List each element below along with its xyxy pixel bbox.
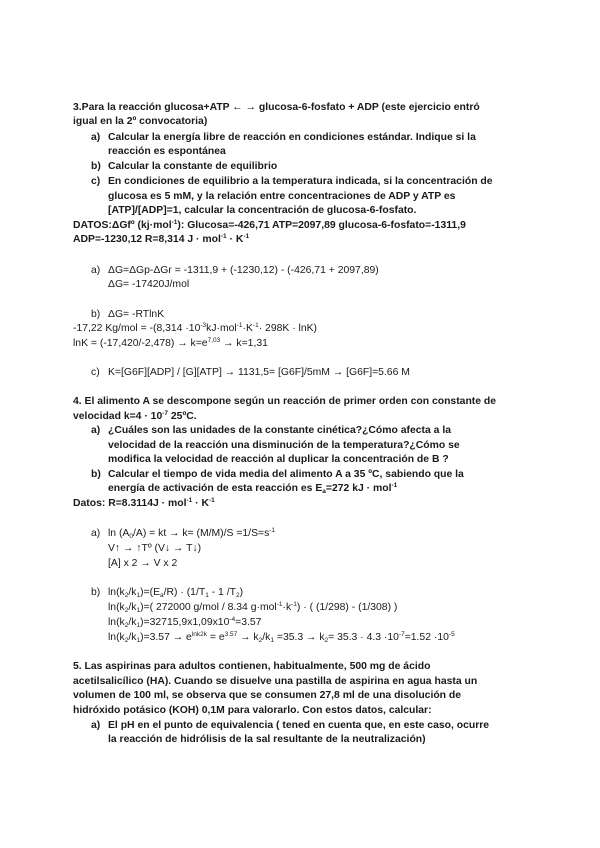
q4-title-line-1: 4. El alimento A se descompone según un reacción de primer orden con constante de	[73, 396, 497, 407]
q5-line-1: 5. Las aspirinas para adultos contienen, habitualmente, 500 mg de ácido	[73, 661, 431, 672]
s4-a-line-1: $\ln (A_0/A)$ = kt → $k= (M/M)/S =1/S=s^{-1}$	[108, 527, 276, 540]
s4-a-line-2: V↑ → ↑Tº (V↓ → T↓)	[108, 543, 202, 554]
s3-c-line-1: K=[G6F][ADP] / [G][ATP] → 1131,5= [G6F]/5mM → [G6F]=5.66 M	[108, 367, 410, 378]
q5-a-line-2: la reacción de hidrólisis de la sal resultante de la neutralización)	[108, 734, 426, 745]
s3-b-line-3: $\ln K = (-17,420/-2,478) \to k=e^{7,03} \to k=1,31$	[73, 337, 268, 349]
q5-a-label: a)	[91, 720, 101, 731]
q5-line-3: volumen de 100 ml, se observa que se consumen 27,8 ml de una disolución de	[73, 690, 462, 701]
q5-line-4: hidróxido potásico (KOH) 0,1M para valorarlo. Con estos datos, calcular:	[73, 705, 432, 716]
q3-a-line-2: reacción es espontánea	[108, 146, 226, 157]
q3-c-label: c)	[91, 176, 101, 187]
s4-a-line-3: [A] x 2 → V x 2	[108, 558, 178, 569]
q3-datos-line-2: ADP=-1230,12 R=8,314 $J \cdot mol^{-1} \cdot K^{-1}$	[73, 233, 250, 245]
s3-c-label: c)	[91, 367, 100, 378]
q3-b-line-1: Calcular la constante de equilibrio	[108, 161, 278, 172]
q4-a-line-1: ¿Cuáles son las unidades de la constante cinética?¿Cómo afecta a la	[108, 425, 451, 436]
q4-datos-line: Datos: $R=8.3114J \cdot mol^{-1} \cdot K^{-1}$	[73, 497, 215, 509]
s4-a-label: a)	[91, 528, 101, 539]
s3-a-line-2: ΔG= -17420J/mol	[108, 279, 190, 290]
s4-b-line-2: $\ln(k_2/k_1)=$( 272000 g/mol / 8.34 $g\cdot mol^{-1}\cdot k^{-1}$) · ( (1/298) - (1/308) )	[108, 601, 398, 614]
q4-b-line-2: energía de activación de esta reacción es $E_a=272$ kJ · mol$^{-1}$	[108, 482, 398, 495]
q5-line-2: acetilsalicílico (HA). Cuando se disuelve una pastilla de aspirina en agua hasta un	[73, 676, 478, 687]
q3-c-line-2: glucosa es 5 mM, y la relación entre concentraciones de ADP y ATP es	[108, 191, 456, 202]
s4-b-label: b)	[91, 587, 101, 598]
q3-title-line-1: 3.Para la reacción glucosa+ATP ← → glucosa-6-fosfato + ADP (este ejercicio entró	[73, 102, 480, 113]
q3-b-label: b)	[91, 161, 101, 172]
s4-b-line-1: $\ln(k_2/k_1)=(E_a/R) \cdot (1/T_1 - 1$ $/T_2$)	[108, 587, 244, 599]
q4-a-label: a)	[91, 425, 101, 436]
q4-b-label: b)	[91, 469, 101, 480]
q3-datos-line-1: DATOS:ΔGfº (kj·mol$^{-1}$): Glucosa=-426,71 ATP=2097,89 glucosa-6-fosfato=-1311,9	[73, 219, 466, 231]
q3-a-line-1: Calcular la energía libre de reacción en condiciones estándar. Indique si la	[108, 132, 476, 143]
q3-title-line-2: igual en la 2º convocatoria)	[73, 116, 208, 127]
q3-c-line-1: En condiciones de equilibrio a la temperatura indicada, si la concentración de	[108, 176, 493, 187]
s3-b-label: b)	[91, 309, 101, 320]
q4-title-line-2: velocidad $k=4 \cdot 10^{-7}$ 25ºC.	[73, 410, 197, 422]
s3-a-label: a)	[91, 265, 101, 276]
s4-b-line-4: $\ln(k_2/k_1)=3.57 \to e^{lnk2k} = e^{3.57} \to k_2/k_1 =35.3 \to k_2= 35.3 \cdot 4.3 \cdot 10^{-7}=1.52 \cdot 10^{-5}$	[108, 631, 455, 644]
q4-a-line-3: modifica la velocidad de reacción al duplicar la concentración de B ?	[108, 454, 449, 465]
s3-b-line-2: -17,22 $Kg/mol = -(8,314 \cdot 10^{-3}kJ\cdot mol^{-1}\cdot K^{-1}\cdot 298K \cdot \ln K)$	[73, 322, 318, 334]
s3-b-line-1: ΔG= -RTlnK	[108, 309, 165, 320]
q3-a-label: a)	[91, 132, 101, 143]
s3-a-line-1: ΔG=ΔGp-ΔGr = -1311,9 + (-1230,12) - (-426,71 + 2097,89)	[108, 265, 379, 276]
q4-a-line-2: velocidad de la reacción una disminución de la temperatura?¿Cómo se	[108, 440, 460, 451]
s4-b-line-3: $\ln(k_2/k_1)=32715,9x1,09x10^{-4}=3.57$	[108, 616, 262, 629]
q3-c-line-3: [ATP]/[ADP]=1, calcular la concentración de glucosa-6-fosfato.	[108, 205, 417, 216]
q4-b-line-1: Calcular el tiempo de vida media del alimento A a 35 ºC, sabiendo que la	[108, 469, 464, 480]
q5-a-line-1: El pH en el punto de equivalencia ( tened en cuenta que, en este caso, ocurre	[108, 720, 490, 731]
